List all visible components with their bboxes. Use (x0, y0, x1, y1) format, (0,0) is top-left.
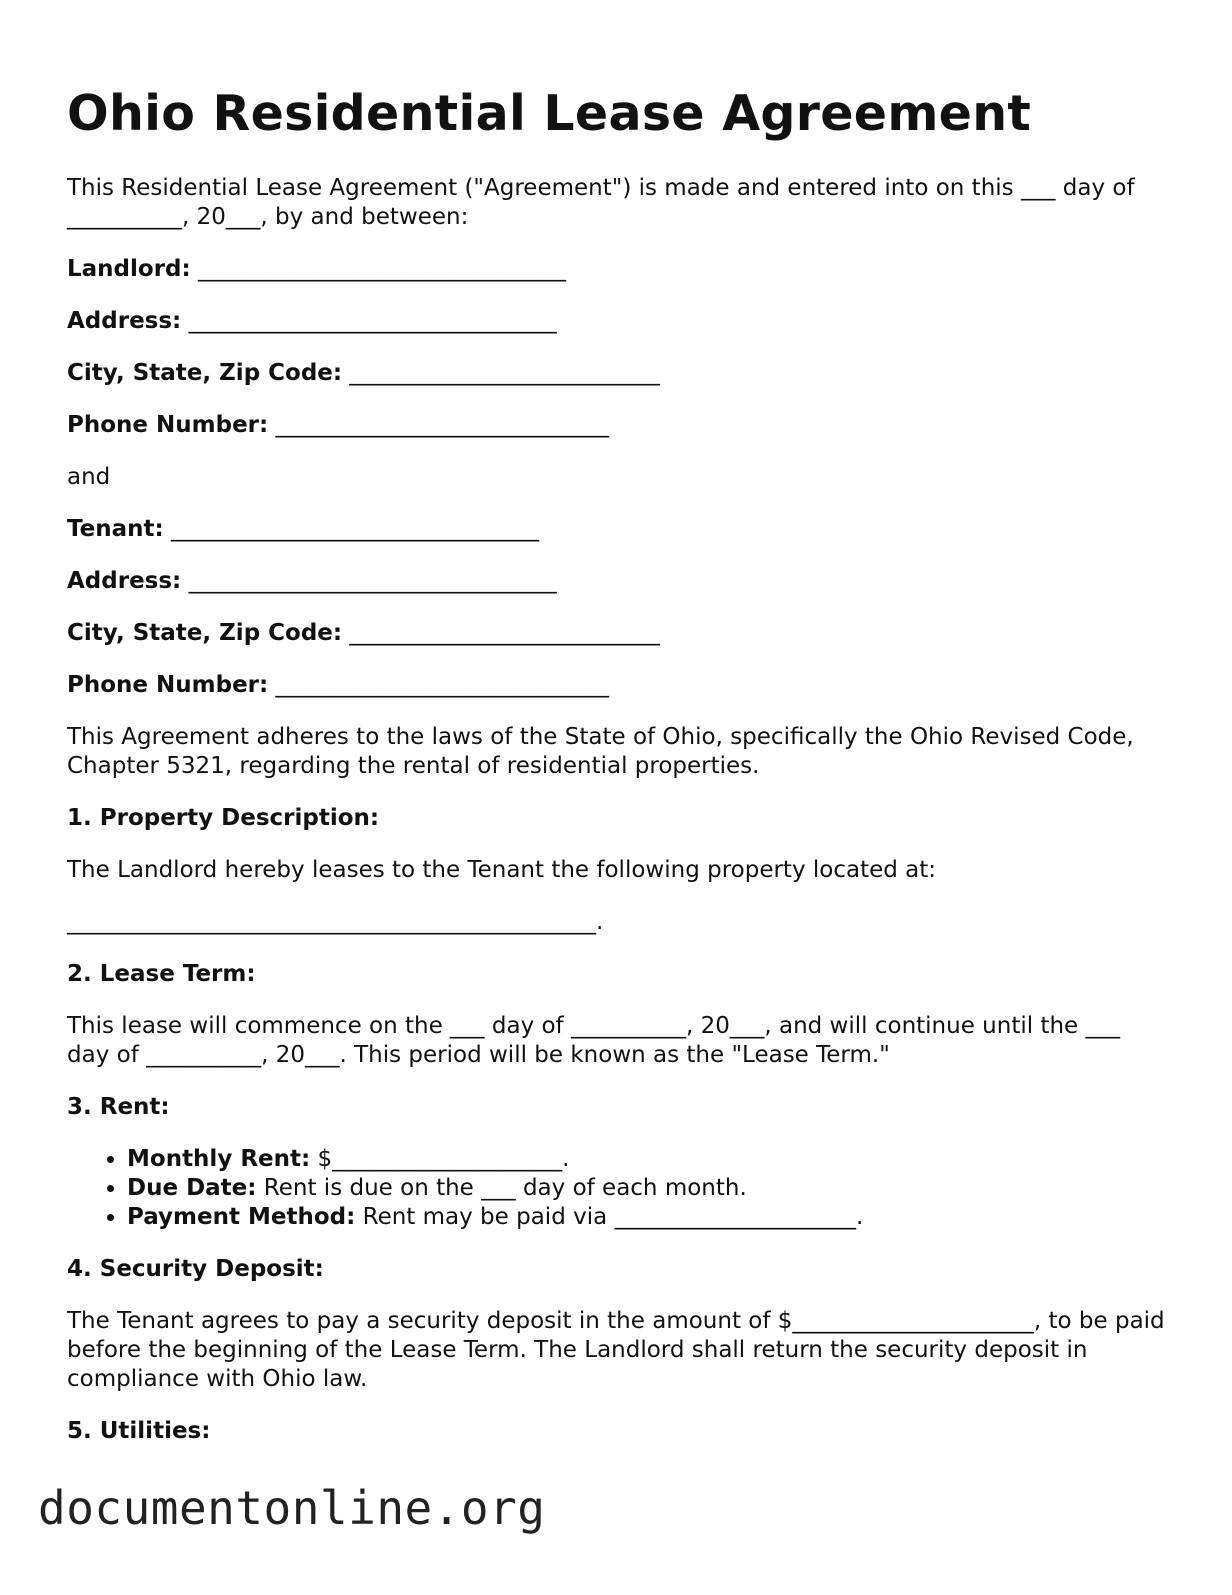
field-blank: ________________________________ (171, 516, 540, 542)
section-heading-utilities: 5. Utilities: (67, 1418, 211, 1444)
lease-document (67, 84, 1167, 1469)
field-label: City, State, Zip Code: (67, 620, 343, 646)
item-text: $____________________. (310, 1146, 570, 1172)
tenant-phone-field (67, 671, 1167, 700)
property-text: The Landlord hereby leases to the Tenant the following property located at: (67, 857, 937, 883)
field-label: Tenant: (67, 516, 164, 542)
field-blank: ________________________________ (188, 568, 557, 594)
item-text: Rent is due on the ___ day of each month. (256, 1175, 747, 1201)
field-label: Address: (67, 308, 182, 334)
field-blank: ________________________________ (188, 308, 557, 334)
watermark: documentonline.org (38, 1481, 546, 1535)
section-heading-lease-term: 2. Lease Term: (67, 961, 256, 987)
item-label: Monthly Rent: (127, 1146, 311, 1172)
list-item-due-date (127, 1174, 1167, 1203)
document-title: Ohio Residential Lease Agreement (67, 85, 1032, 142)
section-heading-property: 1. Property Description: (67, 805, 380, 831)
field-label: City, State, Zip Code: (67, 360, 343, 386)
rent-list (67, 1145, 1167, 1232)
landlord-phone-field (67, 411, 1167, 440)
and-text: and (67, 464, 111, 490)
field-label: Phone Number: (67, 672, 269, 698)
field-blank: ___________________________ (349, 620, 660, 646)
item-label: Payment Method: (127, 1204, 356, 1230)
field-blank: ________________________________ (198, 256, 567, 282)
property-address-blank: ______________________________________________. (67, 909, 604, 935)
landlord-address-field (67, 307, 1167, 336)
tenant-name-field (67, 515, 1167, 544)
lease-term-text: This lease will commence on the ___ day of __________, 20___, and will continue until the ___ day of __________, 20___. This period will be known as the "Lease Term." (67, 1013, 1120, 1068)
tenant-address-field (67, 567, 1167, 596)
field-blank: _____________________________ (275, 672, 610, 698)
landlord-city-state-zip-field (67, 359, 1167, 388)
intro-paragraph: This Residential Lease Agreement ("Agreement") is made and entered into on this ___ day of __________, 20___, by and between: (67, 175, 1135, 230)
field-label: Phone Number: (67, 412, 269, 438)
law-statement: This Agreement adheres to the laws of the State of Ohio, specifically the Ohio Revised Code, Chapter 5321, regarding the rental of residential properties. (67, 724, 1134, 779)
field-blank: _____________________________ (275, 412, 610, 438)
item-text: Rent may be paid via _____________________. (355, 1204, 864, 1230)
field-blank: ___________________________ (349, 360, 660, 386)
landlord-name-field (67, 255, 1167, 284)
item-label: Due Date: (127, 1175, 257, 1201)
section-heading-rent: 3. Rent: (67, 1094, 170, 1120)
tenant-city-state-zip-field (67, 619, 1167, 648)
security-deposit-text: The Tenant agrees to pay a security deposit in the amount of $_____________________, to be paid before the beginning of the Lease Term. The Landlord shall return the security deposit in compliance with Ohio law. (67, 1308, 1165, 1392)
section-heading-security-deposit: 4. Security Deposit: (67, 1256, 324, 1282)
list-item-payment-method (127, 1203, 1167, 1232)
list-item-monthly-rent (127, 1145, 1167, 1174)
field-label: Landlord: (67, 256, 191, 282)
field-label: Address: (67, 568, 182, 594)
